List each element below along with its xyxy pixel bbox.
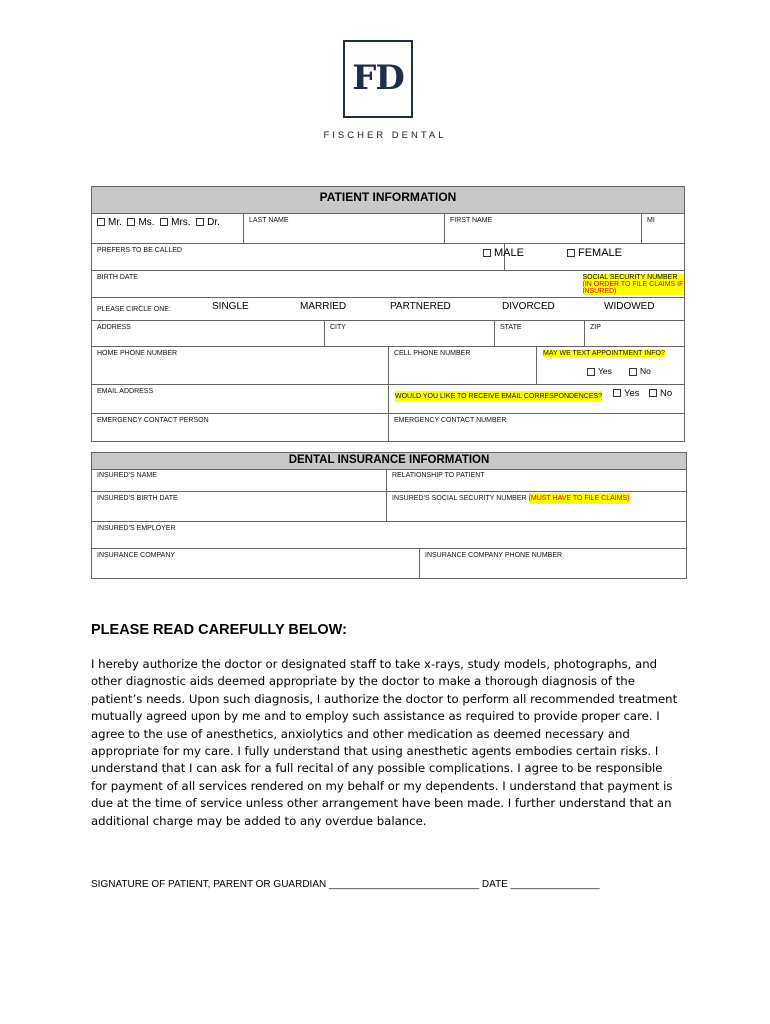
title-options bbox=[92, 214, 244, 243]
title-ms[interactable]: Ms. bbox=[127, 217, 154, 228]
first-name-field[interactable] bbox=[445, 214, 642, 243]
zip-label: ZIP bbox=[590, 324, 601, 331]
authorization-paragraph: I hereby authorize the doctor or designated staff to take x-rays, study models, photographs, and other diagnostic aids deemed appropriate by the doctor to make a thorough diagnosis of the patient’s needs. Upon such diagnosis, I authorize the doctor to perform all recommended treatment mutually agreed upon by me and to employ such assistance as required to provide proper care. I agree to the use of anesthetics, anxiolytics and other medication as deemed necessary and appropriate for my care. I fully understand that using anesthetic agents embodies certain risks. I understand that I can ask for a full recital of any possible complications. I agree to be responsible for payment of all services rendered on my behalf or my dependents. I understand that payment is due at the time of service unless other arrangement have been made. I further understand that an additional charge may be added to any overdue balance. bbox=[91, 657, 678, 828]
insured-birth-label: INSURED’S BIRTH DATE bbox=[97, 495, 178, 502]
ssn-field[interactable] bbox=[396, 271, 685, 298]
checkbox-dr[interactable] bbox=[196, 218, 204, 226]
marital-married[interactable]: MARRIED bbox=[300, 301, 347, 312]
email-yes[interactable]: Yes bbox=[613, 388, 640, 399]
email-consent-question: WOULD YOU LIKE TO RECEIVE EMAIL CORRESPONDENCES? bbox=[395, 393, 603, 400]
company-phone-label: INSURANCE COMPANY PHONE NUMBER bbox=[425, 552, 563, 559]
prefers-label: PREFERS TO BE CALLED bbox=[97, 247, 182, 254]
logo-letters: FD bbox=[352, 58, 404, 98]
gender-female[interactable]: FEMALE bbox=[567, 247, 622, 259]
text-yes[interactable]: Yes bbox=[587, 366, 612, 376]
title-dr[interactable]: Dr. bbox=[196, 217, 220, 228]
employer-field[interactable] bbox=[92, 522, 687, 549]
circle-one-label: PLEASE CIRCLE ONE: bbox=[97, 306, 171, 313]
insurance-heading: DENTAL INSURANCE INFORMATION bbox=[92, 453, 687, 470]
birth-date-label: BIRTH DATE bbox=[97, 274, 138, 281]
emergency-person-field[interactable] bbox=[92, 414, 389, 441]
checkbox-mrs[interactable] bbox=[160, 218, 168, 226]
prefers-field[interactable] bbox=[92, 244, 505, 271]
email-label: EMAIL ADDRESS bbox=[97, 388, 154, 395]
insured-name-field[interactable] bbox=[92, 470, 387, 491]
text-no[interactable]: No bbox=[629, 366, 651, 376]
relationship-label: RELATIONSHIP TO PATIENT bbox=[392, 472, 485, 479]
checkbox-text-no[interactable] bbox=[629, 368, 637, 376]
relationship-field[interactable] bbox=[387, 470, 687, 491]
logo-name: FISCHER DENTAL bbox=[323, 130, 447, 141]
zip-field[interactable] bbox=[585, 321, 685, 346]
marital-partnered[interactable]: PARTNERED bbox=[390, 301, 451, 312]
ssn-note: (IN ORDER TO FILE CLAIMS IF INSURED) bbox=[582, 281, 684, 295]
city-label: CITY bbox=[330, 324, 346, 331]
checkbox-email-yes[interactable] bbox=[613, 389, 621, 397]
marital-single[interactable]: SINGLE bbox=[212, 301, 249, 312]
text-consent bbox=[536, 347, 685, 384]
home-phone-field[interactable] bbox=[92, 347, 389, 384]
cell-phone-field[interactable] bbox=[389, 347, 536, 384]
employer-label: INSURED’S EMPLOYER bbox=[97, 525, 176, 532]
emergency-number-label: EMERGENCY CONTACT NUMBER bbox=[394, 417, 507, 424]
email-no[interactable]: No bbox=[649, 388, 672, 399]
checkbox-ms[interactable] bbox=[127, 218, 135, 226]
gender-options bbox=[494, 244, 685, 271]
patient-information-table bbox=[91, 186, 685, 442]
marital-status-row bbox=[92, 298, 685, 321]
checkbox-male[interactable] bbox=[483, 249, 491, 257]
marital-widowed[interactable]: WIDOWED bbox=[604, 301, 655, 312]
checkbox-email-no[interactable] bbox=[649, 389, 657, 397]
mi-label: MI bbox=[647, 217, 655, 224]
checkbox-mr[interactable] bbox=[97, 218, 105, 226]
last-name-field[interactable] bbox=[244, 214, 445, 243]
insured-ssn-note: (MUST HAVE TO FILE CLAIMS) bbox=[528, 495, 630, 502]
address-field[interactable] bbox=[92, 321, 325, 346]
email-consent bbox=[389, 385, 685, 413]
cell-phone-label: CELL PHONE NUMBER bbox=[394, 350, 471, 357]
gender-male[interactable]: MALE bbox=[483, 247, 524, 259]
logo bbox=[343, 40, 413, 118]
company-label: INSURANCE COMPANY bbox=[97, 552, 176, 559]
checkbox-text-yes[interactable] bbox=[587, 368, 595, 376]
company-phone-field[interactable] bbox=[420, 549, 687, 578]
first-name-label: FIRST NAME bbox=[450, 217, 493, 224]
dental-insurance-table bbox=[91, 452, 687, 579]
title-mr[interactable]: Mr. bbox=[97, 217, 122, 228]
ssn-label: SOCIAL SECURITY NUMBER bbox=[582, 274, 678, 281]
email-field[interactable] bbox=[92, 385, 389, 413]
address-label: ADDRESS bbox=[97, 324, 131, 331]
last-name-label: LAST NAME bbox=[249, 217, 289, 224]
state-field[interactable] bbox=[495, 321, 585, 346]
text-consent-question: MAY WE TEXT APPOINTMENT INFO? bbox=[543, 350, 665, 357]
patient-info-heading: PATIENT INFORMATION bbox=[92, 187, 685, 214]
insured-birth-field[interactable] bbox=[92, 492, 387, 521]
insured-ssn-field[interactable] bbox=[387, 492, 687, 521]
emergency-person-label: EMERGENCY CONTACT PERSON bbox=[97, 417, 209, 424]
insured-name-label: INSURED’S NAME bbox=[97, 472, 157, 479]
insured-ssn-label: INSURED’S SOCIAL SECURITY NUMBER bbox=[392, 495, 529, 502]
state-label: STATE bbox=[500, 324, 522, 331]
emergency-number-field[interactable] bbox=[389, 414, 685, 441]
marital-divorced[interactable]: DIVORCED bbox=[502, 301, 555, 312]
title-mrs[interactable]: Mrs. bbox=[160, 217, 190, 228]
city-field[interactable] bbox=[325, 321, 495, 346]
signature-line[interactable]: SIGNATURE OF PATIENT, PARENT OR GUARDIAN ___________________________ DATE ________________ bbox=[91, 879, 600, 890]
company-field[interactable] bbox=[92, 549, 420, 578]
checkbox-female[interactable] bbox=[567, 249, 575, 257]
birth-date-field[interactable] bbox=[92, 271, 396, 298]
mi-field[interactable] bbox=[642, 214, 685, 243]
read-carefully-title: PLEASE READ CAREFULLY BELOW: bbox=[91, 622, 347, 638]
ssn-label-wrap bbox=[583, 274, 685, 295]
home-phone-label: HOME PHONE NUMBER bbox=[97, 350, 178, 357]
